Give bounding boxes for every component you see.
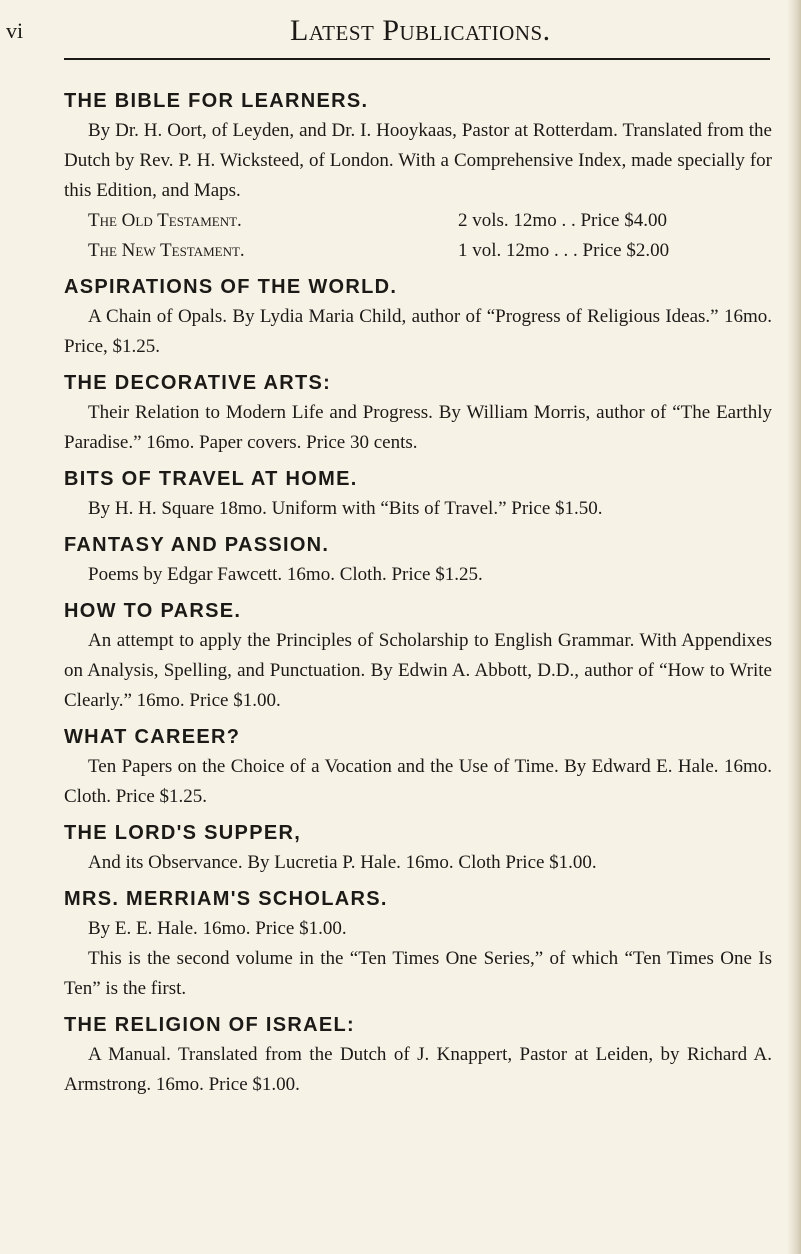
entry-description: Ten Papers on the Choice of a Vocation and the Use of Time. By Edward E. Hale. 16mo. Cloth. Price $1.25. <box>64 756 772 807</box>
entry-description: By H. H. Square 18mo. Uniform with “Bits of Travel.” Price $1.50. <box>88 498 603 519</box>
entry-description: Poems by Edgar Fawcett. 16mo. Cloth. Price $1.25. <box>88 564 483 585</box>
entry-title: FANTASY AND PASSION. <box>64 534 330 556</box>
entry-title: THE DECORATIVE ARTS: <box>64 372 332 394</box>
page-edge-shadow <box>787 0 801 1254</box>
page-header <box>0 10 801 50</box>
entry-title: MRS. MERRIAM'S SCHOLARS. <box>64 888 388 910</box>
edition-spec: 1 vol. 12mo . . . Price $2.00 <box>458 240 670 261</box>
entry-description: An attempt to apply the Principles of Scholarship to English Grammar. With Appendixes on Analysis, Spelling, and Punctuation. By Edwin A. Abbott, D.D., author of “How to Write Clearly.” 16mo. Price $1.00. <box>64 630 772 711</box>
entry-description: A Chain of Opals. By Lydia Maria Child, author of “Progress of Religious Ideas.” 16mo. Price, $1.25. <box>64 306 772 357</box>
entry-title: THE RELIGION OF ISRAEL: <box>64 1014 356 1036</box>
entry-description: A Manual. Translated from the Dutch of J. Knappert, Pastor at Leiden, by Richard A. Armstrong. 16mo. Price $1.00. <box>64 1044 772 1095</box>
edition-name: The Old Testament. <box>88 210 242 231</box>
entry-title: BITS OF TRAVEL AT HOME. <box>64 468 358 490</box>
entry-what-career <box>64 722 772 812</box>
entry-description-note: This is the second volume in the “Ten Times One Series,” of which “Ten Times One Is Ten” is the first. <box>64 948 772 999</box>
entry-fantasy-and-passion <box>64 530 772 590</box>
entry-description: By Dr. H. Oort, of Leyden, and Dr. I. Hooykaas, Pastor at Rotterdam. Translated from the Dutch by Rev. P. H. Wicksteed, of London. With a Comprehensive Index, made specially for this Edition, and Maps. <box>64 120 772 201</box>
entry-title: HOW TO PARSE. <box>64 600 242 622</box>
entry-lords-supper <box>64 818 772 878</box>
entry-description: By E. E. Hale. 16mo. Price $1.00. <box>88 918 347 939</box>
entry-decorative-arts <box>64 368 772 458</box>
entry-bible-for-learners <box>64 86 772 266</box>
entry-bits-of-travel-at-home <box>64 464 772 524</box>
entry-mrs-merriams-scholars <box>64 884 772 1004</box>
price-row-new-testament <box>64 236 772 266</box>
price-row-old-testament <box>64 206 772 236</box>
entry-title: ASPIRATIONS OF THE WORLD. <box>64 276 398 298</box>
edition-name: The New Testament. <box>88 240 245 261</box>
entry-description: And its Observance. By Lucretia P. Hale. 16mo. Cloth Price $1.00. <box>88 852 597 873</box>
edition-spec: 2 vols. 12mo . . Price $4.00 <box>458 210 667 231</box>
publication-list <box>64 84 772 1106</box>
entry-title: THE BIBLE FOR LEARNERS. <box>64 90 369 112</box>
entry-how-to-parse <box>64 596 772 716</box>
entry-religion-of-israel <box>64 1010 772 1100</box>
entry-description: Their Relation to Modern Life and Progress. By William Morris, author of “The Earthly Paradise.” 16mo. Paper covers. Price 30 cents. <box>64 402 772 453</box>
entry-aspirations-of-the-world <box>64 272 772 362</box>
page-number: vi <box>6 18 24 43</box>
header-rule <box>64 58 770 60</box>
running-title: Latest Publications. <box>290 14 551 47</box>
entry-title: WHAT CAREER? <box>64 726 241 748</box>
entry-title: THE LORD'S SUPPER, <box>64 822 302 844</box>
